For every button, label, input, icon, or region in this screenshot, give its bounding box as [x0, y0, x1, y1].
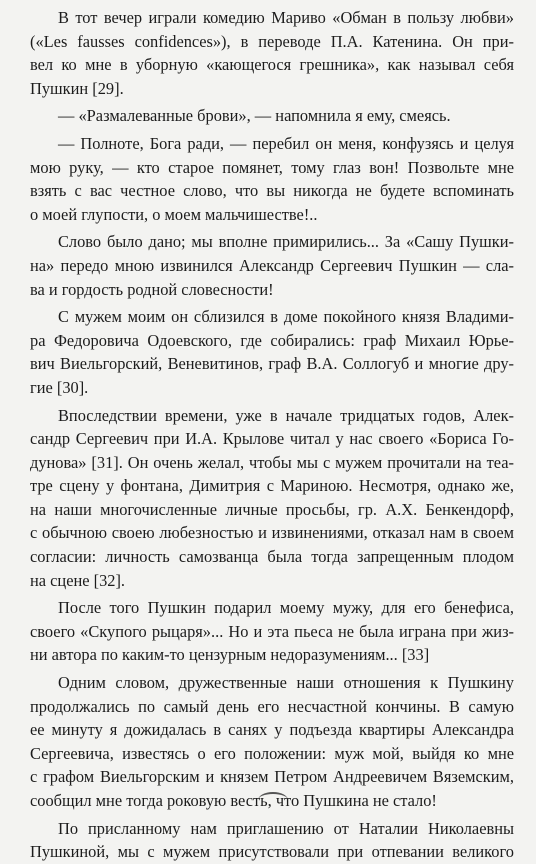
- book-page: [30, 6, 514, 864]
- text-line: сандр Сергеевич при И.А. Крылове читал у нас своего «Бориса Го-: [30, 429, 514, 449]
- text-line: Сергеевича, известясь о его положении: муж мой, выйдя ко мне: [30, 743, 514, 763]
- text-line: — Полноте, Бога ради, — перебил он меня, конфузясь и целуя: [58, 133, 514, 153]
- text-line: Впоследствии времени, уже в начале тридцатых годов, Алек-: [58, 405, 514, 425]
- text-line: гие [30].: [30, 377, 89, 397]
- text-line: на наши многочисленные личные просьбы, гр. А.Х. Бенкендорф,: [30, 499, 514, 519]
- text-line: По присланному нам приглашению от Наталии Николаевны: [58, 818, 514, 838]
- text-line: Одним словом, дружественные наши отношения к Пушкину: [58, 673, 514, 693]
- text-line: Пушкиной, мы с мужем присутствовали при отпевании великого: [30, 842, 514, 862]
- text-line: с графом Виельгорским и князем Петром Андреевичем Вяземским,: [30, 767, 514, 787]
- text-line: дунова» [31]. Он очень желал, чтобы мы с мужем прочитали на теа-: [30, 452, 514, 472]
- paragraph-2: [30, 104, 514, 128]
- paragraph-7: [30, 596, 514, 667]
- text-line: («Les fausses confidences»), в переводе П.А. Катенина. Он при-: [30, 31, 514, 51]
- text-line: на сцене [32].: [30, 570, 126, 590]
- text-line: ра Федоровича Одоевского, где собирались: граф Михаил Юрье-: [30, 330, 514, 350]
- text-line: тре сцену у фонтана, Димитрия с Мариною. Несмотря, однако же,: [30, 476, 514, 496]
- text-line: вел ко мне в уборную «кающегося грешника», как называл себя: [30, 55, 514, 75]
- text-line: продолжались по самый день его несчастной кончины. В самую: [30, 696, 514, 716]
- text-line: о моей глупости, о моем мальчишестве!..: [30, 204, 318, 224]
- page-number-ornament: [258, 792, 288, 808]
- text-line: взять с вас честное слово, что вы никогда не будете вспоминать: [30, 181, 514, 201]
- paragraph-9: [30, 817, 514, 864]
- text-line: согласии: личность самозванца была тогда запрещенным плодом: [30, 547, 514, 567]
- text-line: сообщил мне тогда роковую весть, что Пушкина не стало!: [30, 791, 437, 810]
- text-line: — «Размалеванные брови», — напомнила я ему, смеясь.: [58, 106, 451, 126]
- paragraph-4: [30, 230, 514, 301]
- text-line: В тот вечер играли комедию Мариво «Обман в пользу любви»: [58, 8, 514, 27]
- text-line: вич Виельгорский, Веневитинов, граф В.А. Соллогуб и многие дру-: [30, 354, 514, 374]
- text-line: с обычною своею любезностью и извинениями, отказал нам в своем: [30, 523, 514, 543]
- text-line: Слово было дано; мы вполне примирились... За «Сашу Пушки-: [58, 232, 514, 252]
- paragraph-5: [30, 305, 514, 399]
- text-line: ее минуту я дожидалась в санях у подъезда квартиры Александра: [30, 720, 514, 740]
- paragraph-3: [30, 132, 514, 226]
- paragraph-1: [30, 6, 514, 100]
- text-line: После того Пушкин подарил моему мужу, для его бенефиса,: [58, 598, 514, 618]
- text-line: своего «Скупого рыцаря»... Но и эта пьеса не была играна при жиз-: [30, 621, 514, 641]
- text-line: мою руку, — кто старое помянет, тому глаз вон! Позвольте мне: [30, 157, 514, 177]
- paragraph-6: [30, 404, 514, 593]
- text-line: ни автора по каким-то цензурным недоразумениям... [33]: [30, 645, 430, 665]
- text-line: ва и гордость родной словесности!: [30, 279, 274, 299]
- text-line: С мужем моим он сблизился в доме покойного князя Владими-: [58, 307, 514, 327]
- text-line: на» передо мною извинился Александр Сергеевич Пушкин — сла-: [30, 255, 514, 275]
- text-line: Пушкин [29].: [30, 78, 124, 98]
